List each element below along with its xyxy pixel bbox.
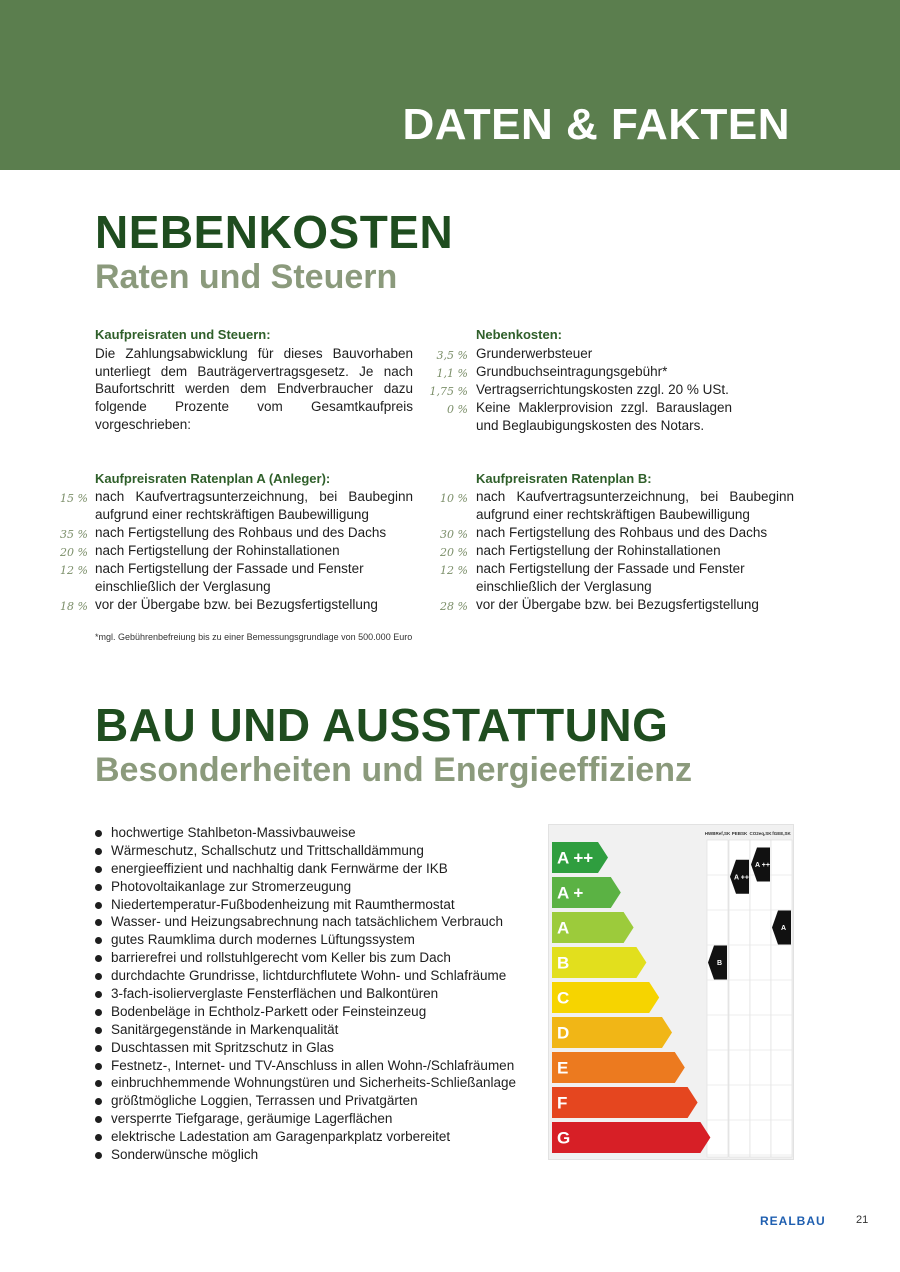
item-text: Vertragserrichtungskosten zzgl. 20 % USt. [476, 382, 729, 397]
percent-value: 20 % [60, 546, 88, 559]
rating-column [771, 840, 792, 1157]
energy-class-label: F [557, 1093, 568, 1113]
item-text: nach Kaufvertragsunterzeichnung, bei Baubeginn aufgrund einer rechtskräftigen Baubewilligung [95, 489, 413, 522]
energy-class-arrow [552, 1017, 672, 1048]
percent-value: 0 % [447, 403, 468, 416]
feature-item: einbruchhemmende Wohnungstüren und Sicherheits-Schließanlage [95, 1074, 516, 1092]
energy-class-label: D [557, 1023, 570, 1043]
feature-list [95, 824, 516, 1164]
energy-class-label: A [557, 918, 570, 938]
feature-item: durchdachte Grundrisse, lichtdurchflutete Wohn- und Schlafräume [95, 967, 516, 985]
rating-column [750, 840, 771, 1157]
rating-marker-label: A ++ [755, 862, 770, 869]
feature-item: größtmögliche Loggien, Terrassen und Privatgärten [95, 1092, 516, 1110]
item-text: Keine Maklerprovision zzgl. Barauslagen und Beglaubigungskosten des Notars. [476, 400, 732, 433]
item-text: Grunderwerbsteuer [476, 346, 593, 361]
percent-value: 20 % [440, 546, 468, 559]
item-text: nach Fertigstellung der Rohinstallationen [95, 543, 340, 558]
plan-a-heading: Kaufpreisraten Ratenplan A (Anleger): [95, 471, 331, 486]
energy-class-label: C [557, 988, 570, 1008]
column-header: PEBSK [731, 831, 748, 836]
percent-value: 30 % [440, 528, 468, 541]
percent-value: 10 % [440, 492, 468, 505]
item-text: nach Fertigstellung der Fassade und Fenster einschließlich der Verglasung [476, 561, 745, 594]
percent-value: 1,1 % [436, 367, 468, 380]
item-text: nach Fertigstellung des Rohbaus und des Dachs [95, 525, 387, 540]
feature-item: Festnetz-, Internet- und TV-Anschluss in allen Wohn-/Schlafräumen [95, 1057, 516, 1075]
feature-item: Bodenbeläge in Echtholz-Parkett oder Feinsteinzeug [95, 1003, 516, 1021]
section-title-bau: BAU UND AUSSTATTUNG [95, 699, 669, 751]
percent-value: 1,75 % [429, 385, 468, 398]
section-subtitle-bau: Besonderheiten und Energieeffizienz [95, 751, 692, 789]
feature-item: Sanitärgegenstände in Markenqualität [95, 1021, 516, 1039]
section-subtitle-nebenkosten: Raten und Steuern [95, 258, 398, 296]
item-text: nach Fertigstellung der Fassade und Fenster einschließlich der Verglasung [95, 561, 364, 594]
percent-value: 18 % [60, 600, 88, 613]
feature-item: gutes Raumklima durch modernes Lüftungssystem [95, 931, 516, 949]
feature-item: Duschtassen mit Spritzschutz in Glas [95, 1039, 516, 1057]
feature-item: barrierefrei und rollstuhlgerecht vom Keller bis zum Dach [95, 949, 516, 967]
feature-item: Wärmeschutz, Schallschutz und Trittschalldämmung [95, 842, 516, 860]
plan-b-heading: Kaufpreisraten Ratenplan B: [476, 471, 652, 486]
rating-marker-label: A ++ [734, 874, 749, 882]
rating-marker-label: B [716, 960, 723, 967]
kaufpreisraten-heading: Kaufpreisraten und Steuern: [95, 327, 271, 342]
feature-item: Photovoltaikanlage zur Stromerzeugung [95, 878, 516, 896]
energy-label [548, 824, 794, 1160]
energy-class-label: G [557, 1128, 571, 1148]
energy-class-arrow [552, 1087, 698, 1118]
percent-value: 35 % [60, 528, 88, 541]
item-text: nach Kaufvertragsunterzeichnung, bei Baubeginn aufgrund einer rechtskräftigen Baubewilligung [476, 489, 794, 522]
percent-value: 15 % [60, 492, 88, 505]
page-number: 21 [856, 1214, 869, 1226]
kaufpreisraten-text: Die Zahlungsabwicklung für dieses Bauvorhaben unterliegt dem Bauträgervertragsgesetz. Je nach Baufortschritt werden dem Endverbraucher dazu folgende Prozente vom Gesamtkaufpreis vorgeschrieben: [95, 346, 413, 432]
energy-class-label: A + [557, 883, 584, 903]
energy-class-label: B [557, 953, 570, 973]
header-banner [0, 0, 900, 170]
feature-item: versperrte Tiefgarage, geräumige Lagerflächen [95, 1110, 516, 1128]
item-text: vor der Übergabe bzw. bei Bezugsfertigstellung [95, 597, 378, 612]
energy-class-label: A ++ [557, 848, 594, 868]
item-text: nach Fertigstellung der Rohinstallationen [476, 543, 721, 558]
brand-logo: REALBAU [760, 1214, 826, 1228]
column-header: HWBRef,SK [704, 831, 731, 836]
footnote: *mgl. Gebührenbefreiung bis zu einer Bemessungsgrundlage von 500.000 Euro [95, 632, 413, 642]
feature-item: hochwertige Stahlbeton-Massivbauweise [95, 824, 516, 842]
feature-item: energieeffizient und nachhaltig dank Fernwärme der IKB [95, 860, 516, 878]
percent-value: 12 % [440, 564, 468, 577]
column-header: fGEE,SK [772, 831, 791, 836]
rating-marker-label: A [780, 925, 787, 932]
energy-class-label: E [557, 1058, 569, 1078]
feature-item: Niedertemperatur-Fußbodenheizung mit Raumthermostat [95, 896, 516, 914]
energy-class-arrow [552, 1122, 710, 1153]
energy-label-graphic [549, 825, 793, 1159]
feature-item: Wasser- und Heizungsabrechnung nach tatsächlichem Verbrauch [95, 913, 516, 931]
item-text: nach Fertigstellung des Rohbaus und des Dachs [476, 525, 768, 540]
item-text: Grundbuchseintragungsgebühr* [476, 364, 668, 379]
percent-value: 28 % [440, 600, 468, 613]
feature-item: 3-fach-isolierverglaste Fensterflächen und Balkontüren [95, 985, 516, 1003]
percent-value: 12 % [60, 564, 88, 577]
column-header: CO2eq,SK [749, 831, 772, 836]
item-text: vor der Übergabe bzw. bei Bezugsfertigstellung [476, 597, 759, 612]
percent-value: 3,5 % [436, 349, 468, 362]
rating-column [707, 840, 728, 1157]
banner-title: DATEN & FAKTEN [402, 100, 790, 149]
energy-class-arrow [552, 1052, 685, 1083]
nebenkosten-heading: Nebenkosten: [476, 327, 562, 342]
feature-item: elektrische Ladestation am Garagenparkplatz vorbereitet [95, 1128, 516, 1146]
feature-item: Sonderwünsche möglich [95, 1146, 516, 1164]
section-title-nebenkosten: NEBENKOSTEN [95, 206, 454, 258]
